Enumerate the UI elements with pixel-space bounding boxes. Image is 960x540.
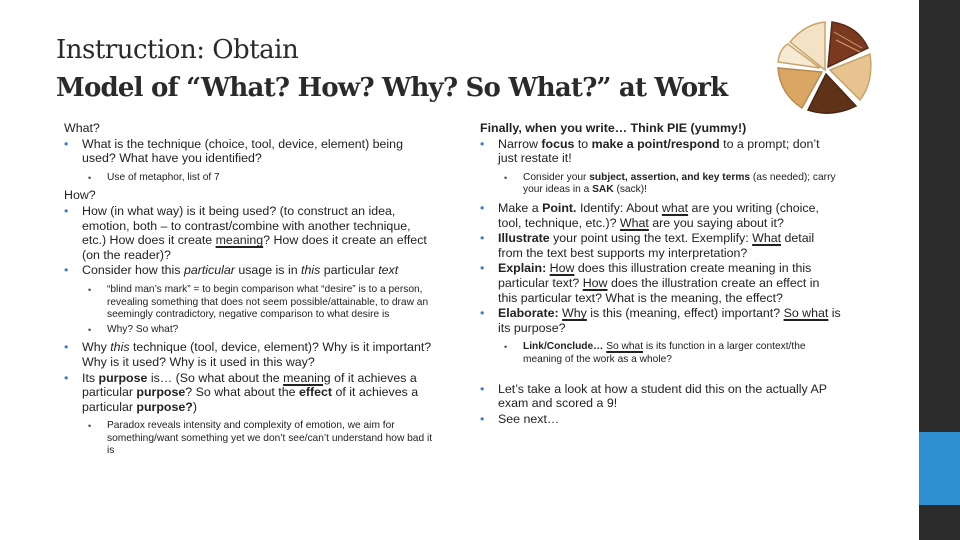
why-bullet-2: • Its purpose is… (So what about the meaning of it achieves a particular purpose? So what about the effect of it achieves a particular purpose?) — [64, 371, 436, 415]
elaborate-bullet: • Elaborate: Why is this (meaning, effect) important? So what is its purpose? — [480, 306, 842, 335]
see-next-bullet: • See next… — [480, 412, 842, 427]
what-bullet-1: • What is the technique (choice, tool, device, element) being used? What have you identified? — [64, 137, 436, 166]
pie-slices-icon — [770, 12, 880, 122]
student-example-bullet: • Let’s take a look at how a student did this on the actually AP exam and scored a 9! — [480, 382, 842, 411]
what-sub-bullet-1: • Use of metaphor, list of 7 — [84, 172, 436, 185]
title-line-1: Instruction: Obtain — [56, 35, 299, 65]
how-heading: How? — [64, 188, 96, 203]
slide-title — [56, 32, 727, 108]
how-sub-bullet-2: • Why? So what? — [84, 324, 436, 337]
why-sub-bullet-1: • Paradox reveals intensity and complexity of emotion, we aim for something/want something yet we don’t see/can’t understand how bad it is — [84, 420, 436, 458]
title-line-2: Model of “What? How? Why? So What?” at Work — [56, 73, 728, 103]
right-column — [480, 121, 842, 426]
what-heading: What? — [64, 121, 100, 135]
focus-sub-bullet: • Consider your subject, assertion, and key terms (as needed); carry your ideas in a SAK (sack)! — [500, 172, 842, 197]
focus-bullet: • Narrow focus to make a point/respond to a prompt; don’t just restate it! — [480, 137, 842, 166]
right-sidebar — [919, 0, 960, 540]
explain-bullet: • Explain: How does this illustration create meaning in this particular text? How does the illustration create an effect in this particular text? What is the meaning, the effect? — [480, 261, 842, 305]
why-bullet-1: • Why this technique (tool, device, element)? Why is it important? Why is it used? Why is it used in this way? — [64, 340, 436, 369]
how-bullet-1: • How (in what way) is it being used? (to construct an idea, emotion, both – to contrast/combine with another technique, etc.) How does it create meaning? How does it create an effect (on the reader)? — [64, 204, 436, 262]
link-conclude-sub-bullet: • Link/Conclude… So what is its function in a larger context/the meaning of the work as a whole? — [500, 341, 842, 366]
left-column — [64, 121, 436, 462]
how-bullet-2: • Consider how this particular usage is in this particular text — [64, 263, 436, 278]
pie-intro: Finally, when you write… Think PIE (yummy!) — [480, 121, 747, 135]
sidebar-accent — [919, 432, 960, 505]
point-bullet: • Make a Point. Identify: About what are you writing (choice, tool, technique, etc.)? What are you saying about it? — [480, 201, 842, 230]
illustrate-bullet: • Illustrate your point using the text. Exemplify: What detail from the text best supports my interpretation? — [480, 231, 842, 260]
how-sub-bullet-1: • “blind man’s mark” = to begin comparison what “desire” is to a person, revealing something that does not seem possible/attainable, to draw an seemingly contradictory, negative comparison to what desire is — [84, 284, 436, 322]
